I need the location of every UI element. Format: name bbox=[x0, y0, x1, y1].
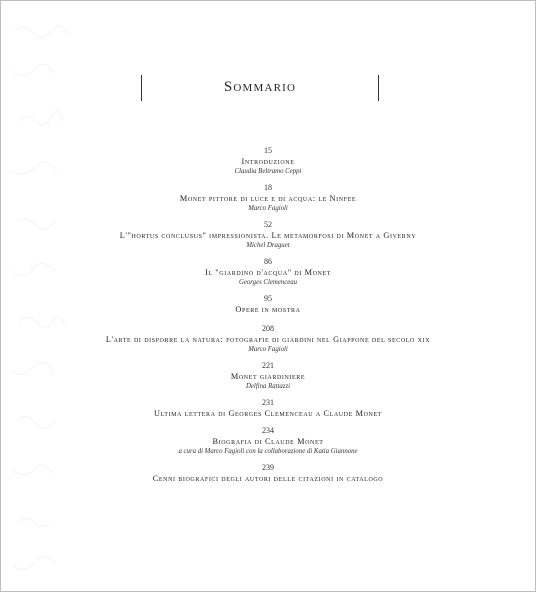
toc-entry-title: L'arte di disporre la natura: fotografie di giardini nel Giappone del secolo xix bbox=[105, 335, 431, 344]
table-of-contents bbox=[1, 145, 535, 488]
toc-entry bbox=[1, 397, 535, 425]
toc-page-number: 234 bbox=[262, 426, 274, 435]
toc-entry-author: Claudia Beltramo Ceppi bbox=[234, 168, 302, 175]
toc-entry bbox=[1, 293, 535, 323]
toc-entry-author: Michel Draguet bbox=[246, 242, 290, 249]
contents-header bbox=[141, 75, 379, 101]
toc-entry-author: Marco Fagioli bbox=[248, 346, 288, 353]
header-right-rule bbox=[378, 75, 379, 101]
toc-entry bbox=[1, 360, 535, 397]
toc-entry-title: Il "giardino d'acqua" di Monet bbox=[204, 268, 332, 277]
toc-entry-author: Marco Fagioli bbox=[248, 205, 288, 212]
toc-entry-title: Opere in mostra bbox=[235, 305, 301, 314]
toc-entry bbox=[1, 256, 535, 293]
toc-entry-title: Introduzione bbox=[241, 157, 295, 166]
toc-entry bbox=[1, 462, 535, 488]
toc-entry-author: a cura di Marco Fagioli con la collaborazione di Katia Giannone bbox=[178, 448, 358, 455]
toc-entry-title: Cenni biografici degli autori delle citazioni in catalogo bbox=[152, 474, 384, 483]
toc-page-number: 221 bbox=[262, 361, 274, 370]
toc-entry-title: Ultima lettera di Georges Clemenceau a Claude Monet bbox=[154, 409, 382, 418]
toc-entry bbox=[1, 219, 535, 256]
toc-entry bbox=[1, 145, 535, 182]
toc-page-number: 208 bbox=[262, 324, 274, 333]
toc-page-number: 15 bbox=[264, 146, 272, 155]
toc-page-number: 239 bbox=[262, 463, 274, 472]
toc-entry-title: Biografia di Claude Monet bbox=[212, 437, 324, 446]
toc-page-number: 52 bbox=[264, 220, 272, 229]
page-title: Sommario bbox=[223, 79, 297, 95]
toc-entry-author: Delfina Rattazzi bbox=[246, 383, 290, 390]
toc-entry bbox=[1, 425, 535, 462]
toc-entry-title: Monet pittore di luce e di acqua: le Ninfee bbox=[179, 194, 357, 203]
toc-page-number: 86 bbox=[264, 257, 272, 266]
toc-entry bbox=[1, 182, 535, 219]
toc-entry-title: L'"hortus conclusus" impressionista. Le metamorfosi di Monet a Giverny bbox=[119, 231, 417, 240]
toc-page-number: 95 bbox=[264, 294, 272, 303]
toc-entry-title: Monet giardiniere bbox=[230, 372, 306, 381]
toc-page-number: 18 bbox=[264, 183, 272, 192]
toc-page-number: 231 bbox=[262, 398, 274, 407]
toc-entry bbox=[1, 323, 535, 360]
toc-entry-author: Georges Clemenceau bbox=[238, 279, 298, 286]
